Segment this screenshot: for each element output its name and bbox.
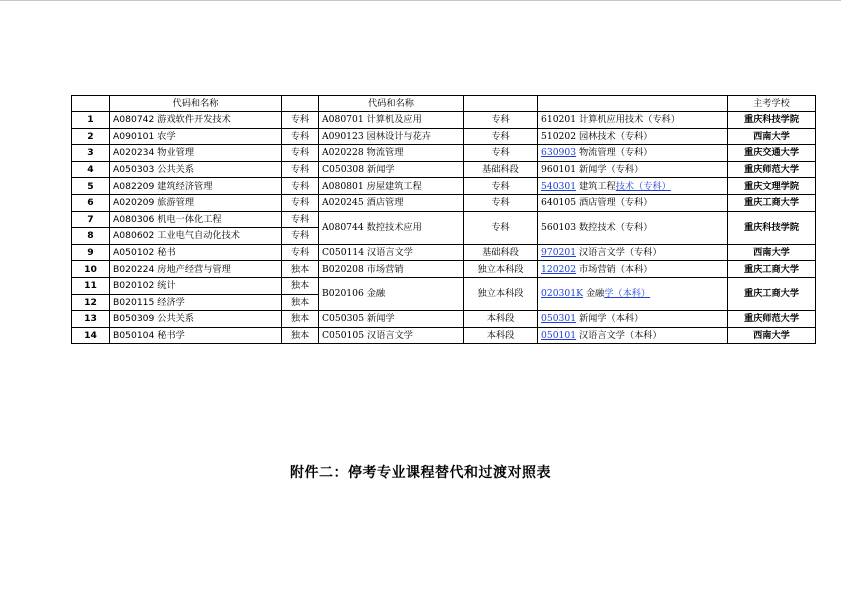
old-major-level: 专科 (282, 112, 319, 129)
old-major-name: B020115 经济学 (110, 294, 282, 311)
new-major-stage: 专科 (464, 112, 538, 129)
table-row (72, 194, 816, 211)
row-number: 4 (72, 161, 110, 178)
old-major-name: B020102 统计 (110, 277, 282, 294)
old-major-name: A080742 游戏软件开发技术 (110, 112, 282, 129)
table-row (72, 178, 816, 195)
school-name: 西南大学 (728, 128, 816, 145)
new-major-name: A020245 酒店管理 (319, 194, 464, 211)
new-major-name: A020228 物流管理 (319, 145, 464, 162)
old-major-name: A080602 工业电气自动化技术 (110, 228, 282, 245)
new-major-name: C050105 汉语言文学 (319, 327, 464, 344)
old-major-name: B020224 房地产经营与管理 (110, 261, 282, 278)
header-new-stage (464, 96, 538, 112)
old-major-name: B050104 秘书学 (110, 327, 282, 344)
new-course-cell (538, 145, 728, 162)
new-major-stage: 专科 (464, 145, 538, 162)
new-course-cell (538, 194, 728, 211)
major-mapping-table (71, 95, 816, 344)
new-course-text: 汉语言文学（专科） (576, 246, 662, 258)
row-number: 6 (72, 194, 110, 211)
table-row (72, 211, 816, 228)
old-major-level: 独本 (282, 311, 319, 328)
school-name: 西南大学 (728, 327, 816, 344)
new-course-text: 汉语言文学（本科） (576, 329, 662, 341)
school-name: 重庆科技学院 (728, 211, 816, 244)
new-major-stage: 专科 (464, 178, 538, 195)
old-major-level: 专科 (282, 228, 319, 245)
table-row (72, 277, 816, 294)
table-row (72, 128, 816, 145)
row-number: 11 (72, 277, 110, 294)
new-course-link-tail[interactable]: 技术（专科） (615, 180, 671, 192)
new-course-cell (538, 161, 728, 178)
row-number: 1 (72, 112, 110, 129)
new-major-stage: 本科段 (464, 327, 538, 344)
table-row (72, 311, 816, 328)
new-major-name: A080701 计算机及应用 (319, 112, 464, 129)
top-rule (0, 0, 841, 1)
new-major-stage: 基础科段 (464, 161, 538, 178)
new-course-cell (538, 261, 728, 278)
old-major-name: A050303 公共关系 (110, 161, 282, 178)
new-course-text: 610201 计算机应用技术（专科） (541, 114, 681, 126)
new-course-text: 金融 (582, 288, 605, 300)
new-major-name: B020208 市场营销 (319, 261, 464, 278)
old-major-name: A080306 机电一体化工程 (110, 211, 282, 228)
header-old-name: 代码和名称 (110, 96, 282, 112)
old-major-level: 专科 (282, 178, 319, 195)
new-major-stage: 专科 (464, 128, 538, 145)
new-major-name: C050305 新闻学 (319, 311, 464, 328)
school-name: 重庆工商大学 (728, 261, 816, 278)
old-major-level: 专科 (282, 161, 319, 178)
header-new-name: 代码和名称 (319, 96, 464, 112)
table-row (72, 145, 816, 162)
header-num (72, 96, 110, 112)
row-number: 14 (72, 327, 110, 344)
school-name: 重庆师范大学 (728, 311, 816, 328)
new-course-text: 640105 酒店管理（专科） (541, 197, 653, 209)
new-course-cell (538, 277, 728, 310)
school-name: 重庆交通大学 (728, 145, 816, 162)
new-course-text: 建筑工程 (576, 180, 616, 192)
header-new-course (538, 96, 728, 112)
new-course-cell (538, 128, 728, 145)
old-major-level: 独本 (282, 261, 319, 278)
table-row (72, 161, 816, 178)
new-course-text: 560103 数控技术（专科） (541, 222, 653, 234)
new-major-stage: 独立本科段 (464, 261, 538, 278)
table-row (72, 112, 816, 129)
old-major-name: B050309 公共关系 (110, 311, 282, 328)
new-course-text: 物流管理（专科） (576, 147, 653, 159)
new-major-name: A080744 数控技术应用 (319, 211, 464, 244)
appendix-heading: 附件二：停考专业课程替代和过渡对照表 (290, 465, 551, 481)
old-major-level: 专科 (282, 211, 319, 228)
old-major-name: A050102 秘书 (110, 244, 282, 261)
new-course-cell (538, 327, 728, 344)
new-course-text: 新闻学（本科） (576, 313, 644, 325)
new-course-code-link[interactable]: 630903 (541, 147, 577, 159)
row-number: 8 (72, 228, 110, 245)
new-major-stage: 专科 (464, 194, 538, 211)
new-major-stage: 本科段 (464, 311, 538, 328)
old-major-level: 专科 (282, 145, 319, 162)
row-number: 12 (72, 294, 110, 311)
row-number: 2 (72, 128, 110, 145)
new-major-name: A090123 园林设计与花卉 (319, 128, 464, 145)
old-major-name: A090101 农学 (110, 128, 282, 145)
old-major-level: 独本 (282, 294, 319, 311)
old-major-name: A020234 物业管理 (110, 145, 282, 162)
new-course-code-link[interactable]: 050301 (541, 313, 577, 325)
new-course-cell (538, 244, 728, 261)
row-number: 7 (72, 211, 110, 228)
header-old-level (282, 96, 319, 112)
school-name: 重庆文理学院 (728, 178, 816, 195)
school-name: 重庆工商大学 (728, 194, 816, 211)
new-course-cell (538, 311, 728, 328)
new-course-link-tail[interactable]: 学（本科） (604, 288, 651, 300)
row-number: 3 (72, 145, 110, 162)
new-course-text: 510202 园林技术（专科） (541, 130, 653, 142)
old-major-name: A020209 旅游管理 (110, 194, 282, 211)
new-major-stage: 专科 (464, 211, 538, 244)
row-number: 5 (72, 178, 110, 195)
old-major-level: 独本 (282, 277, 319, 294)
new-course-text: 960101 新闻学（专科） (541, 163, 644, 175)
new-course-cell (538, 112, 728, 129)
new-course-code-link[interactable]: 120202 (541, 263, 577, 275)
row-number: 10 (72, 261, 110, 278)
new-major-name: A080801 房屋建筑工程 (319, 178, 464, 195)
table-row (72, 244, 816, 261)
new-course-code-link[interactable]: 050101 (541, 329, 577, 341)
new-major-stage: 独立本科段 (464, 277, 538, 310)
old-major-level: 专科 (282, 244, 319, 261)
school-name: 重庆工商大学 (728, 277, 816, 310)
old-major-name: A082209 建筑经济管理 (110, 178, 282, 195)
new-course-text: 市场营销（本科） (576, 263, 653, 275)
header-school: 主考学校 (728, 96, 816, 112)
school-name: 西南大学 (728, 244, 816, 261)
new-major-name: C050308 新闻学 (319, 161, 464, 178)
table-row (72, 261, 816, 278)
new-course-code-link[interactable]: 970201 (541, 246, 577, 258)
school-name: 重庆师范大学 (728, 161, 816, 178)
new-major-name: B020106 金融 (319, 277, 464, 310)
old-major-level: 专科 (282, 194, 319, 211)
new-course-cell (538, 178, 728, 195)
old-major-level: 专科 (282, 128, 319, 145)
new-course-code-link[interactable]: 020301K (541, 288, 583, 300)
table-header-row (72, 96, 816, 112)
new-major-name: C050114 汉语言文学 (319, 244, 464, 261)
school-name: 重庆科技学院 (728, 112, 816, 129)
new-major-stage: 基础科段 (464, 244, 538, 261)
old-major-level: 独本 (282, 327, 319, 344)
row-number: 9 (72, 244, 110, 261)
new-course-code-link[interactable]: 540301 (541, 180, 577, 192)
new-course-cell (538, 211, 728, 244)
table-row (72, 327, 816, 344)
row-number: 13 (72, 311, 110, 328)
